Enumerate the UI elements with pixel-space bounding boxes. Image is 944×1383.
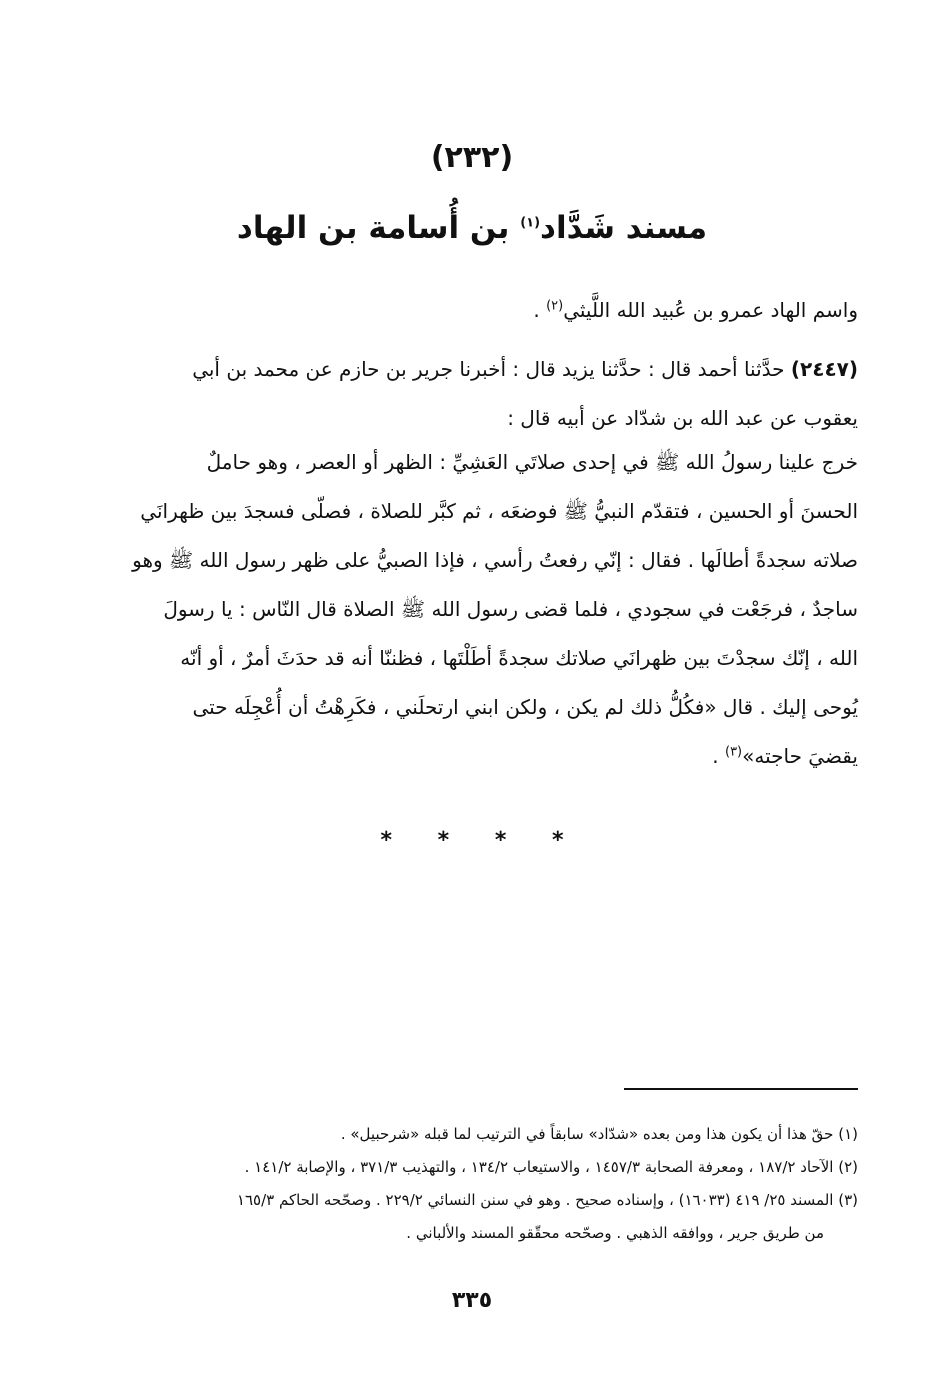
star-glyph: * bbox=[552, 828, 564, 853]
star-glyph: * bbox=[437, 828, 450, 853]
hadith-chain-line-1 bbox=[100, 345, 858, 394]
footnote-separator bbox=[624, 1088, 858, 1090]
footnote-2: (٢) الآحاد ١٨٧/٢ ، ومعرفة الصحابة ١٤٥٧/٣ ، والاستيعاب ١٣٤/٢ ، والتهذيب ٣٧١/٣ ، والإصابة ١٤١/٢ . bbox=[244, 1158, 858, 1176]
hadith-chain-text-1: حدَّثنا أحمد قال : حدَّثنا يزيد قال : أخبرنا جرير بن حازم عن محمد بن أبي bbox=[192, 357, 791, 381]
intro-text: واسم الهاد عمرو بن عُبيد الله اللَّيثي bbox=[563, 298, 858, 322]
intro-end: . bbox=[533, 298, 547, 322]
hadith-line: صلاته سجدةً أطالَها . فقال : إنّي رفعتُ رأسي ، فإذا الصبيُّ على ظهر رسول الله ﷺ وهو bbox=[132, 548, 858, 572]
footnote-3-continuation: من طريق جرير ، ووافقه الذهبي . وصحّحه محقّقو المسند والألباني . bbox=[406, 1224, 824, 1242]
star-glyph: * bbox=[494, 828, 507, 853]
footnotes bbox=[95, 1118, 858, 1250]
hadith-line: يُوحى إليك . قال «فكُلُّ ذلك لم يكن ، ولكن ابني ارتحلَني ، فكَرِهْتُ أن أُعْجِلَه حتى bbox=[192, 695, 858, 719]
footnote-1: (١) حقّ هذا أن يكون هذا ومن بعده «شدّاد» سابقاً في الترتيب لما قبله «شرحبيل» . bbox=[340, 1125, 858, 1143]
hadith-line: ساجدٌ ، فرجَعْت في سجودي ، فلما قضى رسول الله ﷺ الصلاة قال النّاس : يا رسولَ bbox=[163, 597, 858, 621]
title-footnote-ref: (١) bbox=[520, 215, 541, 231]
hadith-last-end: . bbox=[712, 744, 725, 768]
title-part-1: مسند شَدَّاد bbox=[540, 210, 708, 246]
title-part-2: بن أُسامة بن الهاد bbox=[236, 210, 521, 246]
intro-footnote-ref: (٢) bbox=[546, 298, 564, 314]
hadith-line: الله ، إنّك سجدْتَ بين ظهرانَي صلاتك سجدةً أطَلْتَها ، فظننّا أنه قد حدَثَ أمرٌ ، أو أنّه bbox=[180, 646, 858, 670]
footnote-3: (٣) المسند ٢٥/ ٤١٩ (١٦٠٣٣) ، وإسناده صحيح . وهو في سنن النسائي ٢٢٩/٢ . وصحّحه الحاكم ١٦٥/٣ bbox=[236, 1191, 858, 1209]
section-divider-stars bbox=[0, 828, 944, 853]
hadith-last-text: يقضيَ حاجته» bbox=[742, 744, 858, 768]
intro-paragraph bbox=[100, 286, 858, 335]
hadith-footnote-ref: (٣) bbox=[724, 744, 743, 760]
hadith-chain bbox=[100, 345, 858, 443]
page-number: ٣٣٥ bbox=[451, 1288, 493, 1313]
hadith-last-line bbox=[100, 732, 858, 781]
page-title bbox=[150, 210, 794, 246]
hadith-line: خرج علينا رسولُ الله ﷺ في إحدى صلاتَي العَشِيِّ : الظهر أو العصر ، وهو حاملٌ bbox=[206, 450, 858, 474]
star-glyph: * bbox=[380, 828, 392, 853]
hadith-line: الحسنَ أو الحسين ، فتقدّم النبيُّ ﷺ فوضعَه ، ثم كبَّر للصلاة ، فصلّى فسجدَ بين ظهرانَي bbox=[140, 499, 858, 523]
hadith-text bbox=[100, 438, 858, 781]
section-number: (٢٣٢) bbox=[430, 140, 514, 175]
hadith-chain-line-2: يعقوب عن عبد الله بن شدّاد عن أبيه قال : bbox=[507, 406, 858, 430]
hadith-number: (٢٤٤٧) bbox=[790, 357, 858, 381]
